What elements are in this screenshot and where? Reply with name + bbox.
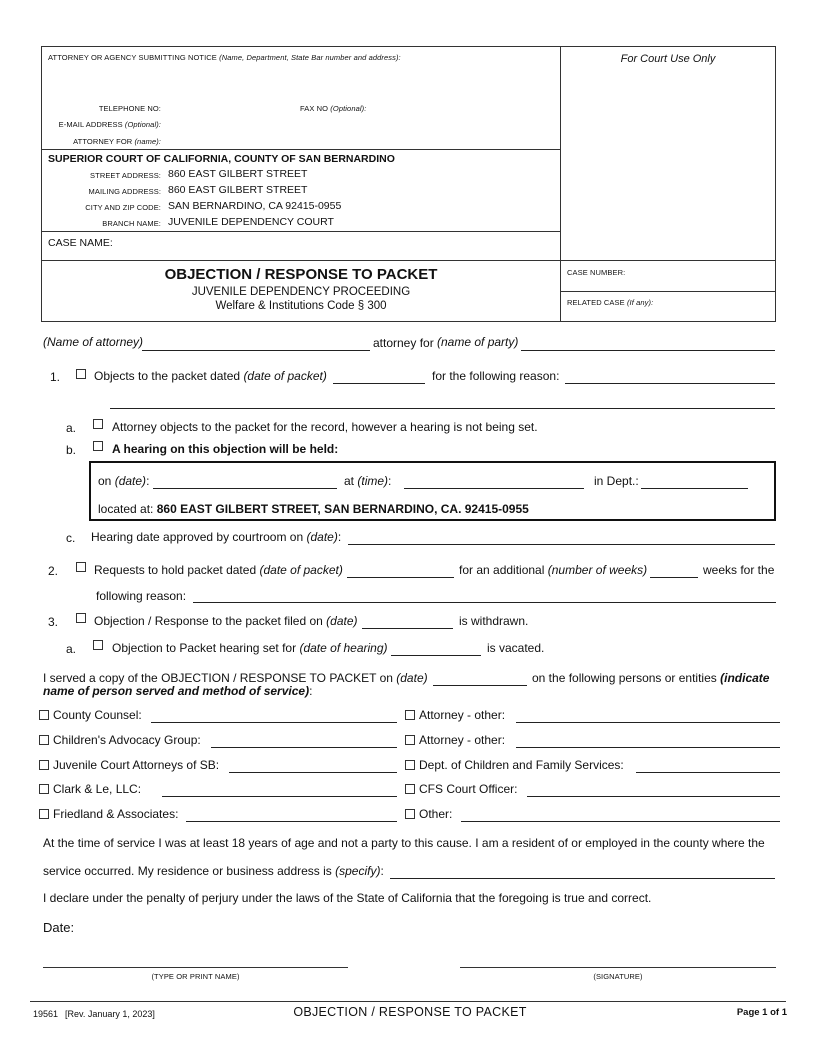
residence-address-field[interactable]	[390, 864, 775, 879]
court-name: SUPERIOR COURT OF CALIFORNIA, COUNTY OF SAN BERNARDINO	[48, 153, 395, 165]
date-label: Date:	[43, 920, 75, 935]
fax-label: FAX NO (Optional):	[300, 104, 367, 113]
party-checkbox-dcfs[interactable]	[405, 760, 415, 770]
party-label-juvenile-court-attorneys: Juvenile Court Attorneys of SB:	[53, 758, 220, 772]
item2-number: 2.	[48, 564, 59, 578]
signature-label: (SIGNATURE)	[593, 972, 643, 981]
name-of-party-field[interactable]	[521, 336, 775, 351]
party-label-friedland: Friedland & Associates:	[53, 807, 179, 821]
item1c-date-field[interactable]	[348, 530, 775, 545]
case-name-label: CASE NAME:	[48, 237, 113, 249]
item2-checkbox[interactable]	[76, 562, 86, 572]
party-checkbox-friedland[interactable]	[39, 809, 49, 819]
name-of-party-label: (name of party)	[437, 335, 519, 349]
party-label-attorney-other-2: Attorney - other:	[419, 733, 506, 747]
court-use-label: For Court Use Only	[620, 53, 716, 65]
court-section-divider	[41, 149, 561, 150]
case-number-divider	[560, 291, 776, 292]
item3-date-field[interactable]	[362, 614, 453, 629]
form-title: OBJECTION / RESPONSE TO PACKET	[164, 266, 438, 283]
form-subtitle-2: Welfare & Institutions Code § 300	[215, 300, 387, 312]
party-label-attorney-other-1: Attorney - other:	[419, 708, 506, 722]
case-name-divider	[41, 231, 561, 232]
hearing-location: located at: 860 EAST GILBERT STREET, SAN BERNARDINO, CA. 92415-0955	[98, 502, 529, 516]
page-number: Page 1 of 1	[736, 1007, 787, 1018]
item3a-checkbox[interactable]	[93, 640, 103, 650]
party-field-attorney-other-2[interactable]	[516, 733, 780, 748]
footer-divider	[30, 1001, 786, 1002]
served-following: on the following persons or entities (indicate	[532, 671, 770, 685]
hearing-dept-label: in Dept.:	[594, 474, 639, 488]
item2-date-field[interactable]	[347, 563, 454, 578]
party-checkbox-attorney-other-2[interactable]	[405, 735, 415, 745]
party-label-cfs-court-officer: CFS Court Officer:	[419, 782, 518, 796]
item1b-checkbox[interactable]	[93, 441, 103, 451]
mailing-address-value: 860 EAST GILBERT STREET	[168, 184, 308, 196]
branch-name-value: JUVENILE DEPENDENCY COURT	[168, 216, 334, 228]
served-name-method: name of person served and method of service):	[43, 684, 313, 698]
hearing-time-field[interactable]	[404, 474, 584, 489]
print-name-line[interactable]	[43, 967, 348, 968]
item1b-text: A hearing on this objection will be held:	[112, 442, 339, 456]
item2-reason-field[interactable]	[193, 588, 776, 603]
item3a-vacated: is vacated.	[487, 641, 545, 655]
item1-date-field[interactable]	[333, 369, 425, 384]
hearing-date-field[interactable]	[153, 474, 337, 489]
form-revision: [Rev. January 1, 2023]	[65, 1009, 155, 1019]
service-statement-line2: service occurred. My residence or business address is (specify):	[43, 864, 384, 878]
item2-weeks-field[interactable]	[650, 563, 698, 578]
item3-withdrawn: is withdrawn.	[459, 614, 529, 628]
party-field-dcfs[interactable]	[636, 758, 780, 773]
party-checkbox-other[interactable]	[405, 809, 415, 819]
item3a-date-field[interactable]	[391, 641, 481, 656]
signature-line[interactable]	[460, 967, 776, 968]
item1-reason-field-line2[interactable]	[110, 394, 775, 409]
party-field-childrens-advocacy[interactable]	[211, 733, 397, 748]
branch-name-label: BRANCH NAME:	[102, 219, 161, 228]
party-checkbox-childrens-advocacy[interactable]	[39, 735, 49, 745]
item1-text: Objects to the packet dated (date of packet)	[94, 369, 327, 383]
print-name-label: (TYPE OR PRINT NAME)	[151, 972, 240, 981]
item2-additional-text: for an additional (number of weeks)	[459, 563, 648, 577]
party-label-county-counsel: County Counsel:	[53, 708, 142, 722]
item1-reason-label: for the following reason:	[432, 369, 560, 383]
item2-reason-label: following reason:	[96, 589, 187, 603]
party-label-other: Other:	[419, 807, 453, 821]
item2-text: Requests to hold packet dated (date of packet)	[94, 563, 343, 577]
served-date-field[interactable]	[433, 671, 527, 686]
party-checkbox-county-counsel[interactable]	[39, 710, 49, 720]
item1c-text: Hearing date approved by courtroom on (date):	[91, 530, 342, 544]
item1-checkbox[interactable]	[76, 369, 86, 379]
item1a-checkbox[interactable]	[93, 419, 103, 429]
telephone-label: TELEPHONE NO:	[98, 104, 161, 113]
party-field-attorney-other-1[interactable]	[516, 708, 780, 723]
item3-number: 3.	[48, 615, 59, 629]
title-section-divider	[41, 260, 776, 261]
service-statement-line1: At the time of service I was at least 18 years of age and not a party to this cause. I am a resident of or employed in the county where the	[43, 836, 765, 850]
item3a-text: Objection to Packet hearing set for (date of hearing)	[112, 641, 388, 655]
party-label-dcfs: Dept. of Children and Family Services:	[419, 758, 624, 772]
party-field-friedland[interactable]	[186, 807, 397, 822]
item1a-text: Attorney objects to the packet for the record, however a hearing is not being set.	[112, 420, 538, 434]
party-field-juvenile-court-attorneys[interactable]	[229, 758, 397, 773]
party-label-clark-le: Clark & Le, LLC:	[53, 782, 142, 796]
party-checkbox-juvenile-court-attorneys[interactable]	[39, 760, 49, 770]
perjury-declaration: I declare under the penalty of perjury under the laws of the State of California that the foregoing is true and correct.	[43, 891, 652, 905]
name-of-attorney-field[interactable]	[142, 336, 370, 351]
email-label: E-MAIL ADDRESS (Optional):	[58, 120, 161, 129]
form-subtitle-1: JUVENILE DEPENDENCY PROCEEDING	[191, 286, 411, 298]
party-checkbox-attorney-other-1[interactable]	[405, 710, 415, 720]
hearing-dept-field[interactable]	[641, 474, 748, 489]
item1-reason-field[interactable]	[565, 369, 775, 384]
case-number-label: CASE NUMBER:	[567, 268, 626, 277]
item3a-label: a.	[66, 642, 77, 656]
party-checkbox-clark-le[interactable]	[39, 784, 49, 794]
name-of-attorney-label: (Name of attorney)	[43, 335, 144, 349]
street-address-label: STREET ADDRESS:	[90, 171, 161, 180]
city-zip-label: CITY AND ZIP CODE:	[85, 203, 161, 212]
item3-text: Objection / Response to the packet filed on (date)	[94, 614, 358, 628]
party-field-cfs-court-officer[interactable]	[527, 782, 780, 797]
street-address-value: 860 EAST GILBERT STREET	[168, 168, 308, 180]
hearing-date-label: on (date):	[98, 474, 150, 488]
mailing-address-label: MAILING ADDRESS:	[88, 187, 161, 196]
hearing-time-label: at (time):	[344, 474, 392, 488]
item1b-label: b.	[66, 443, 77, 457]
party-field-clark-le[interactable]	[162, 782, 397, 797]
party-checkbox-cfs-court-officer[interactable]	[405, 784, 415, 794]
item3-checkbox[interactable]	[76, 613, 86, 623]
item1a-label: a.	[66, 421, 77, 435]
attorney-agency-label: ATTORNEY OR AGENCY SUBMITTING NOTICE (Name, Department, State Bar number and address):	[48, 53, 401, 62]
party-label-childrens-advocacy: Children's Advocacy Group:	[53, 733, 201, 747]
attorney-for-label: ATTORNEY FOR (name):	[73, 137, 161, 146]
served-text: I served a copy of the OBJECTION / RESPONSE TO PACKET on (date)	[43, 671, 428, 685]
party-field-other[interactable]	[461, 807, 780, 822]
related-case-label: RELATED CASE (If any):	[567, 298, 654, 307]
form-number: 19561	[33, 1009, 59, 1019]
item1-number: 1.	[50, 370, 61, 384]
item2-weeks-label: weeks for the	[703, 563, 775, 577]
party-field-county-counsel[interactable]	[151, 708, 397, 723]
attorney-for-text: attorney for	[373, 336, 434, 350]
city-zip-value: SAN BERNARDINO, CA 92415-0955	[168, 200, 342, 212]
footer-title: OBJECTION / RESPONSE TO PACKET	[293, 1005, 527, 1019]
item1c-label: c.	[66, 531, 76, 545]
